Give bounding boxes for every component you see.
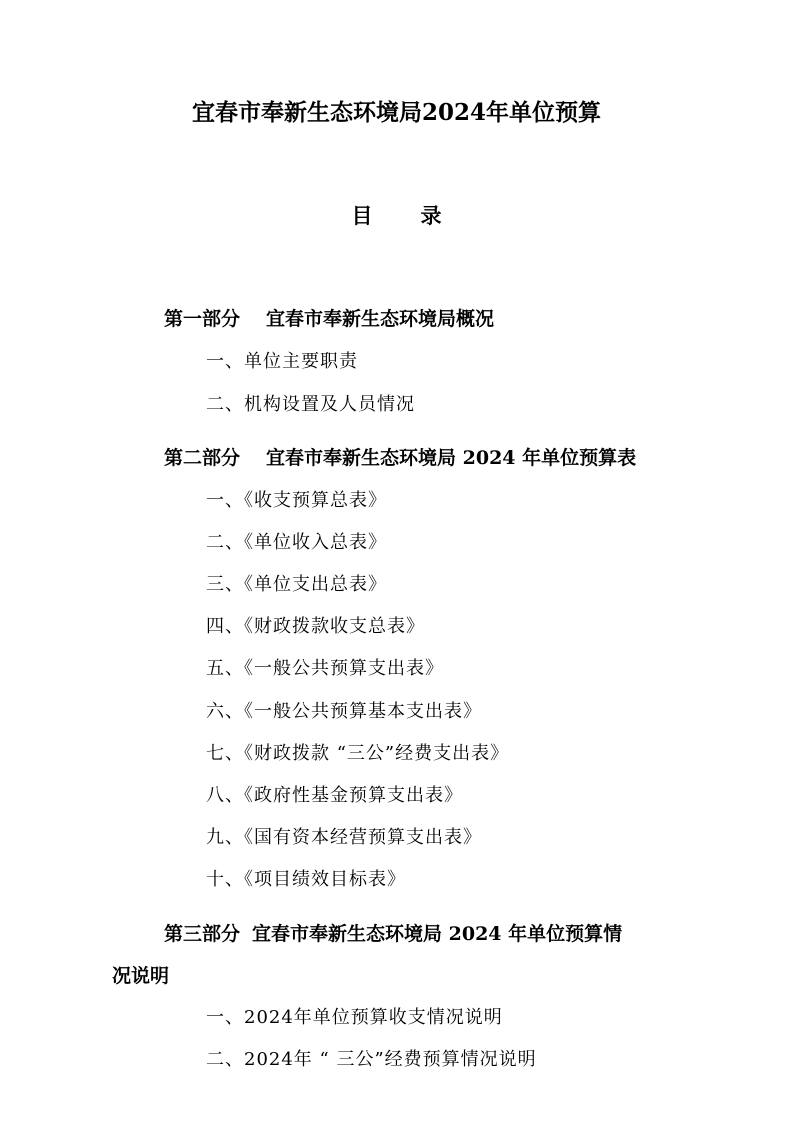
part-1-name: 宜春市奉新生态环境局概况 [266,308,495,330]
part-2-label: 第二部分 [164,447,241,469]
toc-item: 四、《财政拨款收支总表》 [206,616,425,637]
toc-item: 二、2024年 “ 三公”经费预算情况说明 [206,1049,537,1070]
toc-item: 一、《收支预算总表》 [206,490,387,511]
toc-item: 三、《单位支出总表》 [206,574,387,595]
toc-item: 五、《一般公共预算支出表》 [206,658,444,679]
toc-item: 七、《财政拨款 “三公”经费支出表》 [206,743,510,764]
part-3-name: 宜春市奉新生态环境局 2024 年单位预算情 [252,923,623,945]
toc-item: 十、《项目绩效目标表》 [206,869,406,890]
toc-item: 一、2024年单位预算收支情况说明 [206,1007,503,1028]
part-1-label: 第一部分 [164,308,241,330]
toc-item: 一、单位主要职责 [206,351,358,372]
toc-heading-char-2: 录 [420,203,442,228]
toc-item: 六、《一般公共预算基本支出表》 [206,701,482,722]
document-title: 宜春市奉新生态环境局2024年单位预算 [191,99,601,126]
part-3-heading [164,919,622,946]
part-2-name: 宜春市奉新生态环境局 2024 年单位预算表 [266,447,637,469]
part-1-heading [164,304,494,331]
toc-heading-char-1: 目 [351,203,373,228]
toc-item: 八、《政府性基金预算支出表》 [206,785,463,806]
part-2-heading [164,443,636,470]
part-3-label: 第三部分 [164,923,241,945]
toc-item: 二、机构设置及人员情况 [206,394,415,415]
toc-item: 九、《国有资本经营预算支出表》 [206,827,482,848]
toc-item: 二、《单位收入总表》 [206,532,387,553]
part-3-name-continued: 况说明 [112,965,170,987]
toc-heading [0,200,793,230]
